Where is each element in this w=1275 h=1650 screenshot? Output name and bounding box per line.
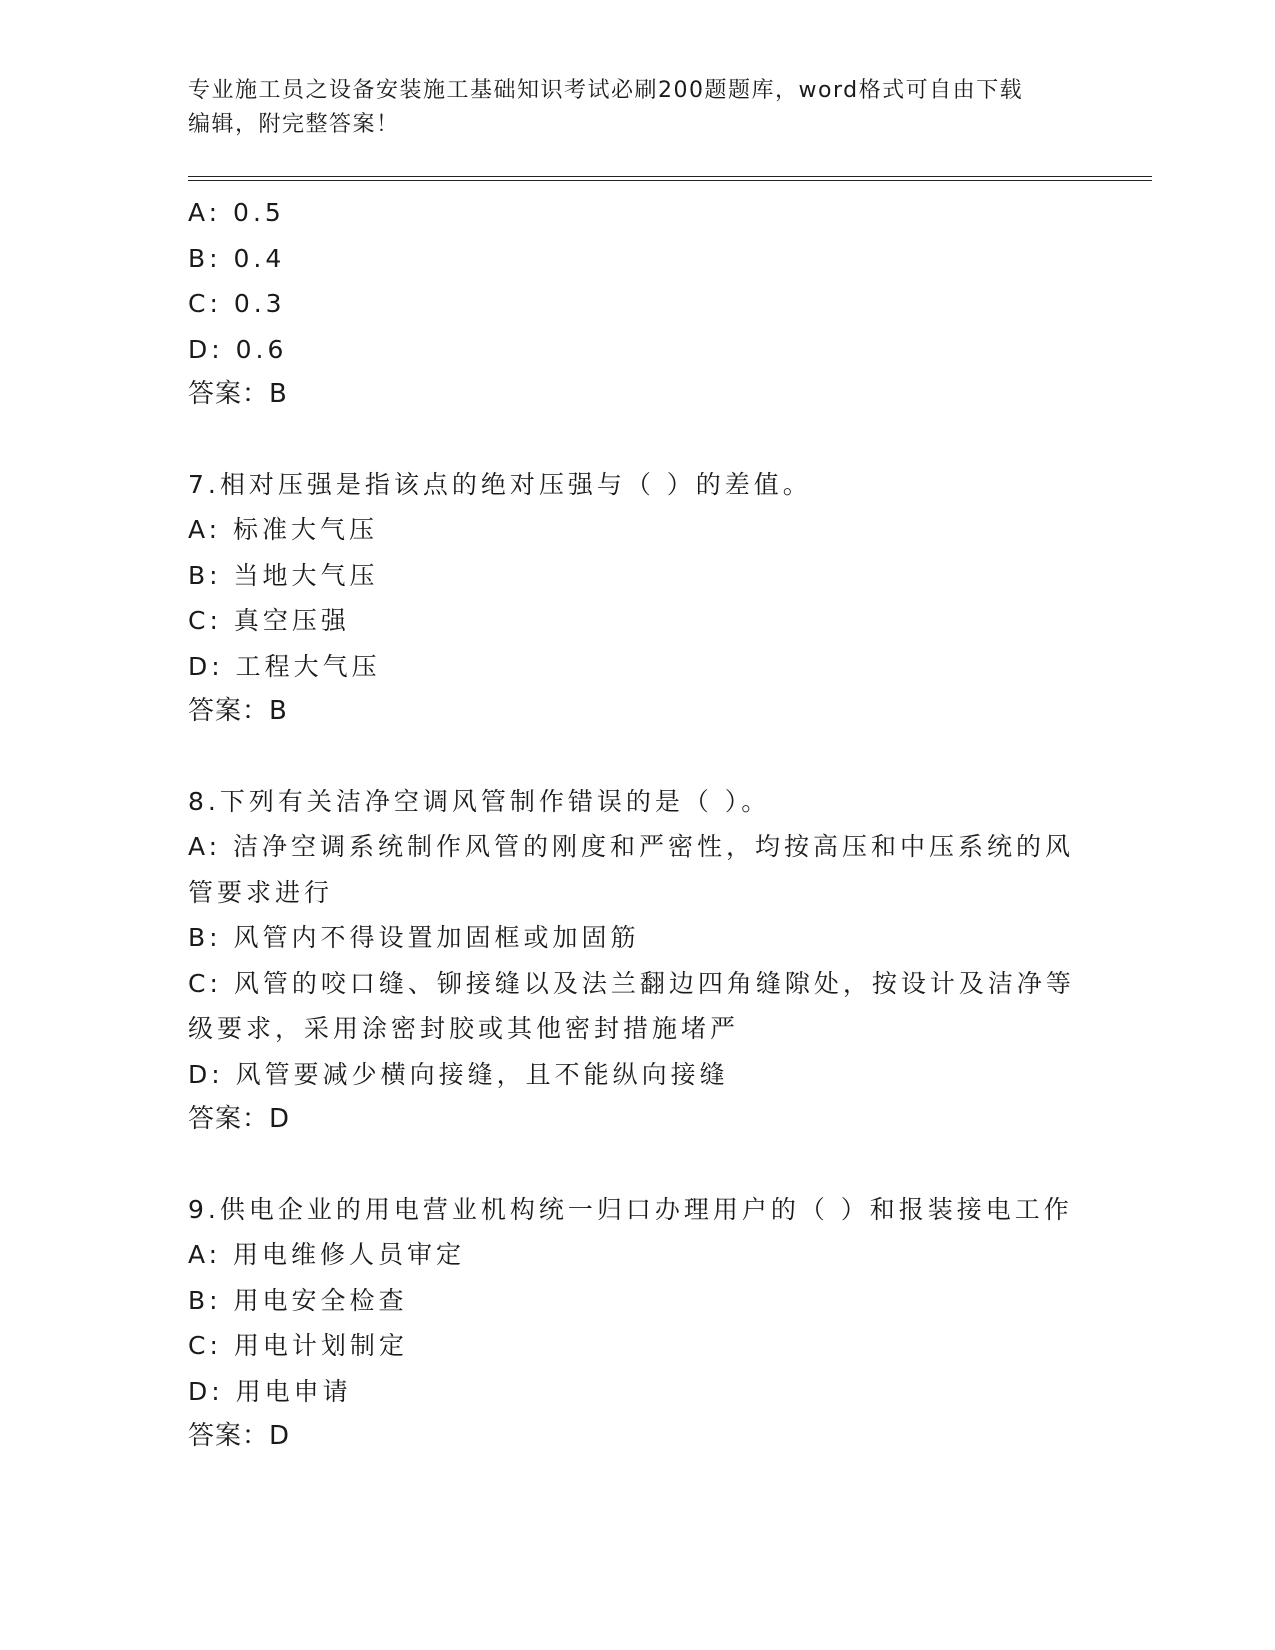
answer: 答案：B bbox=[188, 379, 288, 409]
header-divider bbox=[188, 176, 1152, 181]
option-c: C: 用电计划制定 bbox=[188, 1331, 408, 1360]
question-8 bbox=[188, 779, 1088, 1143]
option-c: C: 0.3 bbox=[188, 289, 286, 318]
option-d: D: 工程大气压 bbox=[188, 651, 381, 681]
spacer bbox=[188, 1143, 1088, 1187]
option-b: B: 风管内不得设置加固框或加固筋 bbox=[188, 923, 640, 952]
option-a: A: 0.5 bbox=[188, 198, 285, 227]
spacer bbox=[188, 418, 1088, 462]
answer: 答案：D bbox=[188, 1104, 291, 1134]
question-9 bbox=[188, 1187, 1088, 1460]
option-d: D: 用电申请 bbox=[188, 1376, 352, 1406]
option-d: D: 风管要减少横向接缝，且不能纵向接缝 bbox=[188, 1059, 729, 1089]
answer: 答案：D bbox=[188, 1421, 291, 1451]
question-stem: 7.相对压强是指该点的绝对压强与（ ）的差值。 bbox=[188, 469, 812, 499]
option-c-continued: 级要求，采用涂密封胶或其他密封措施堵严 bbox=[188, 1014, 740, 1043]
option-b: B: 当地大气压 bbox=[188, 560, 379, 590]
question-list bbox=[188, 190, 1088, 1460]
option-a: A: 洁净空调系统制作风管的刚度和严密性，均按高压和中压系统的风 bbox=[188, 832, 1075, 861]
option-b: B: 0.4 bbox=[188, 243, 286, 273]
option-a: A: 用电维修人员审定 bbox=[188, 1240, 466, 1269]
option-a: A: 标准大气压 bbox=[188, 515, 379, 544]
question-stem: 9.供电企业的用电营业机构统一归口办理用户的（ ）和报装接电工作 bbox=[188, 1194, 1073, 1224]
header-line-2: 编辑，附完整答案！ bbox=[188, 112, 400, 137]
option-c: C: 真空压强 bbox=[188, 606, 350, 635]
option-b: B: 用电安全检查 bbox=[188, 1285, 408, 1315]
question-7 bbox=[188, 462, 1088, 735]
option-d: D: 0.6 bbox=[188, 334, 288, 364]
spacer bbox=[188, 735, 1088, 779]
document-header bbox=[188, 74, 1068, 142]
question-stem: 8.下列有关洁净空调风管制作错误的是（ ）。 bbox=[188, 786, 771, 816]
option-c: C: 风管的咬口缝、铆接缝以及法兰翻边四角缝隙处，按设计及洁净等 bbox=[188, 968, 1075, 998]
option-a-continued: 管要求进行 bbox=[188, 877, 334, 907]
question-6 bbox=[188, 190, 1088, 418]
answer: 答案：B bbox=[188, 696, 288, 726]
header-line-1: 专业施工员之设备安装施工基础知识考试必刷200题题库，word格式可自由下载 bbox=[188, 78, 1024, 103]
